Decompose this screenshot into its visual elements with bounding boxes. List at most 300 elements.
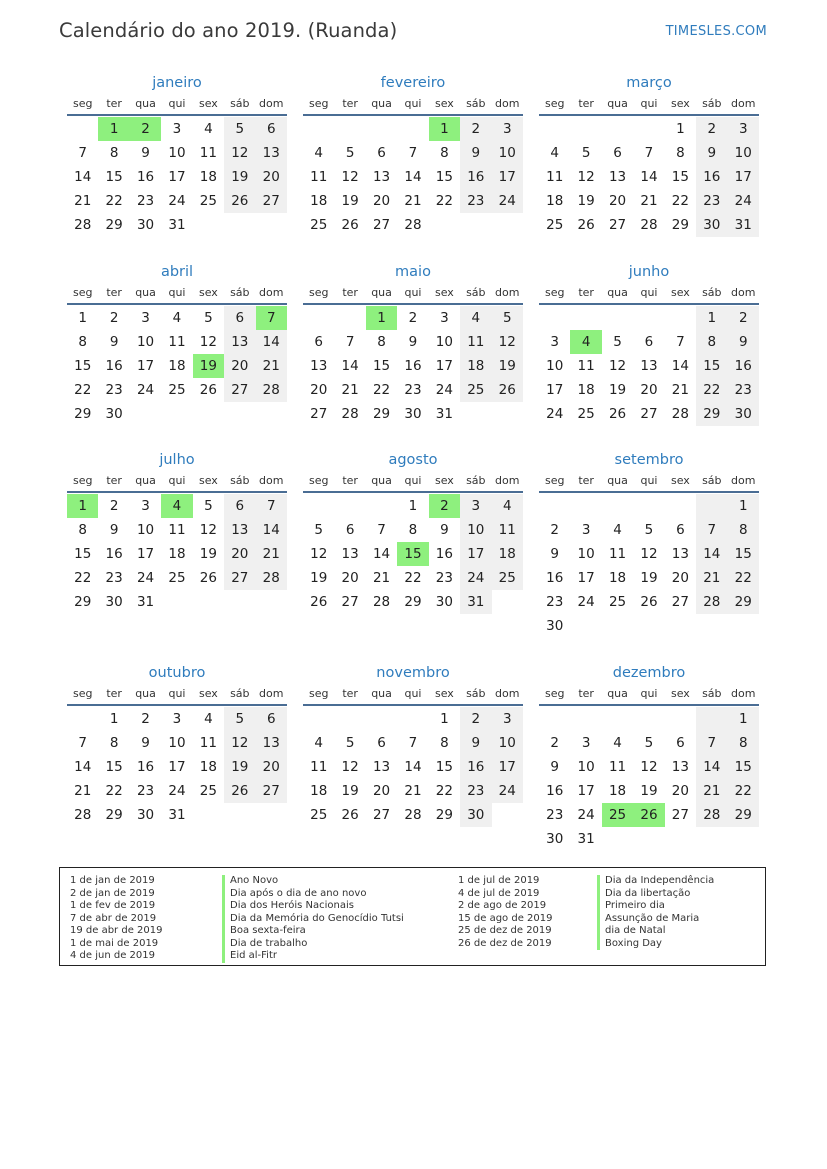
weekday-label: dom (495, 474, 520, 487)
day-cell: 15 (728, 542, 759, 566)
day-cell: 28 (640, 217, 658, 233)
weekday-label: sáb (230, 474, 250, 487)
day-cell: 28 (372, 594, 391, 610)
day-cell: 12 (310, 546, 328, 562)
day-cell: 27 (372, 217, 391, 233)
day-cell: 4 (161, 494, 192, 518)
day-cell: 29 (372, 406, 391, 422)
day-cell: 4 (204, 711, 213, 727)
day-cell: 22 (74, 382, 92, 398)
day-cell: 20 (372, 193, 391, 209)
empty-cell (224, 590, 255, 614)
day-cell: 27 (256, 189, 287, 213)
empty-cell (397, 707, 428, 731)
weekday-header (303, 686, 523, 706)
weekday-label: seg (544, 286, 565, 299)
day-cell: 7 (256, 306, 287, 330)
weekday-label: sex (198, 286, 218, 299)
holiday-name: Ano Novo (222, 875, 404, 888)
day-cell: 5 (224, 117, 255, 141)
weekday-label: dom (731, 474, 756, 487)
weekday-label: sex (434, 286, 454, 299)
day-cell: 8 (440, 735, 449, 751)
day-cell: 20 (608, 193, 627, 209)
day-cell: 1 (109, 711, 119, 727)
day-cell: 15 (74, 358, 92, 374)
day-cell: 17 (577, 570, 595, 586)
holiday-name: Dia da Independência (597, 875, 714, 888)
day-cell: 24 (492, 189, 523, 213)
weekday-label: ter (342, 286, 358, 299)
day-cell: 2 (550, 522, 559, 538)
day-cell: 26 (633, 803, 664, 827)
month-name: agosto (388, 452, 438, 468)
day-cell: 20 (224, 354, 255, 378)
weekday-label: seg (544, 687, 565, 700)
day-cell: 17 (136, 546, 155, 562)
empty-cell (303, 707, 334, 731)
empty-cell (460, 402, 491, 426)
weekday-label: ter (578, 687, 594, 700)
day-cell: 12 (199, 522, 217, 538)
day-cell: 13 (671, 546, 689, 562)
weekday-label: qui (168, 286, 186, 299)
day-cell: 13 (372, 169, 391, 185)
weekday-label: seg (72, 97, 93, 110)
day-cell: 13 (640, 358, 658, 374)
day-cell: 30 (460, 803, 491, 827)
empty-cell (303, 117, 334, 141)
day-cell: 21 (696, 779, 727, 803)
day-cell: 10 (168, 735, 186, 751)
weekday-label: qua (607, 286, 628, 299)
day-cell: 7 (256, 494, 287, 518)
day-cell: 8 (728, 518, 759, 542)
day-cell: 30 (546, 618, 564, 634)
brand-link[interactable]: TIMESLES.COM (665, 24, 767, 39)
day-cell: 12 (199, 334, 217, 350)
empty-cell (492, 590, 523, 614)
day-cell: 16 (696, 165, 727, 189)
day-cell: 3 (550, 334, 559, 350)
day-cell: 31 (168, 807, 186, 823)
day-cell: 16 (404, 358, 422, 374)
weekday-label: dom (495, 97, 520, 110)
day-cell: 20 (372, 783, 391, 799)
day-cell: 30 (136, 217, 155, 233)
weekday-header (539, 285, 759, 305)
day-cell: 8 (696, 330, 727, 354)
day-cell: 2 (130, 117, 161, 141)
holiday-date: 26 de dez de 2019 (458, 937, 552, 949)
empty-cell (696, 827, 727, 851)
holiday-date: 2 de ago de 2019 (458, 900, 547, 911)
holiday-name: Dia da Memória do Genocídio Tutsi (222, 913, 404, 926)
day-cell: 24 (136, 570, 155, 586)
day-cell: 10 (136, 334, 155, 350)
weekday-label: qui (168, 474, 186, 487)
day-cell: 17 (546, 382, 564, 398)
day-cell: 25 (310, 217, 328, 233)
day-cell: 4 (570, 330, 601, 354)
day-cell: 21 (256, 354, 287, 378)
day-cell: 23 (728, 378, 759, 402)
month-janeiro (67, 72, 287, 237)
day-cell: 14 (256, 518, 287, 542)
day-cell: 9 (696, 141, 727, 165)
empty-cell (633, 306, 664, 330)
day-cell: 4 (172, 310, 182, 326)
day-cell: 26 (640, 594, 658, 610)
empty-cell (570, 117, 601, 141)
empty-cell (539, 117, 570, 141)
holiday-date: 1 de jul de 2019 (458, 875, 540, 886)
day-cell: 23 (460, 189, 491, 213)
day-cell: 28 (404, 807, 422, 823)
day-cell: 23 (546, 594, 564, 610)
day-cell: 20 (341, 570, 359, 586)
holiday-name: Assunção de Maria (597, 913, 714, 926)
day-cell: 28 (671, 406, 689, 422)
weekday-label: ter (578, 286, 594, 299)
empty-cell (303, 306, 334, 330)
day-cell: 18 (577, 382, 595, 398)
day-cell: 2 (408, 310, 418, 326)
month-name: maio (395, 264, 431, 280)
day-cell: 19 (193, 354, 224, 378)
day-cell: 17 (577, 783, 595, 799)
day-cell: 23 (404, 382, 422, 398)
weekday-label: qua (607, 97, 628, 110)
day-cell: 3 (492, 117, 523, 141)
day-cell: 23 (136, 193, 155, 209)
day-cell: 14 (256, 330, 287, 354)
month-name: março (626, 75, 672, 91)
day-cell: 13 (224, 330, 255, 354)
day-grid (303, 494, 523, 614)
day-cell: 3 (581, 522, 591, 538)
day-cell: 3 (172, 121, 182, 137)
weekday-label: qua (371, 474, 392, 487)
weekday-label: qua (371, 687, 392, 700)
day-cell: 22 (404, 570, 422, 586)
day-cell: 23 (696, 189, 727, 213)
day-cell: 10 (492, 731, 523, 755)
month-maio (303, 261, 523, 426)
day-cell: 2 (550, 735, 559, 751)
weekday-label: sex (434, 687, 454, 700)
empty-cell (366, 494, 397, 518)
day-grid (539, 306, 759, 426)
weekday-label: qua (371, 97, 392, 110)
day-cell: 4 (613, 522, 622, 538)
day-cell: 18 (168, 546, 186, 562)
month-name: outubro (148, 665, 206, 681)
day-cell: 14 (341, 358, 359, 374)
empty-cell (570, 306, 601, 330)
empty-cell (224, 803, 255, 827)
day-cell: 12 (492, 330, 523, 354)
day-cell: 28 (256, 378, 287, 402)
month-name: dezembro (612, 665, 686, 681)
day-cell: 22 (435, 193, 453, 209)
day-cell: 15 (435, 169, 453, 185)
day-cell: 16 (460, 755, 491, 779)
weekday-label: qui (640, 97, 658, 110)
weekday-label: dom (495, 687, 520, 700)
day-grid (67, 117, 287, 237)
empty-cell (602, 494, 633, 518)
day-cell: 8 (440, 145, 449, 161)
empty-cell (696, 614, 727, 638)
weekday-label: qua (607, 474, 628, 487)
weekday-label: seg (308, 286, 329, 299)
day-cell: 6 (256, 707, 287, 731)
weekday-label: dom (259, 97, 284, 110)
day-cell: 9 (408, 334, 418, 350)
day-cell: 7 (696, 518, 727, 542)
day-cell: 20 (671, 783, 689, 799)
day-cell: 3 (141, 498, 150, 514)
day-cell: 14 (74, 759, 92, 775)
day-cell: 9 (440, 522, 449, 538)
day-cell: 16 (136, 169, 155, 185)
day-cell: 29 (105, 217, 123, 233)
weekday-label: qui (404, 286, 422, 299)
day-grid (67, 494, 287, 614)
month-agosto (303, 449, 523, 614)
weekday-label: sex (198, 687, 218, 700)
day-cell: 27 (341, 594, 359, 610)
day-cell: 3 (460, 494, 491, 518)
weekday-label: sex (198, 474, 218, 487)
day-cell: 22 (74, 570, 92, 586)
day-cell: 27 (608, 217, 627, 233)
weekday-label: sáb (230, 286, 250, 299)
day-cell: 27 (256, 779, 287, 803)
weekday-label: seg (72, 286, 93, 299)
day-cell: 8 (377, 334, 386, 350)
empty-cell (602, 707, 633, 731)
day-cell: 8 (109, 145, 119, 161)
day-cell: 27 (640, 406, 658, 422)
day-cell: 13 (224, 518, 255, 542)
day-cell: 17 (492, 165, 523, 189)
day-cell: 6 (224, 306, 255, 330)
month-name: fevereiro (380, 75, 446, 91)
day-cell: 7 (345, 334, 355, 350)
month-name: julho (159, 452, 195, 468)
day-cell: 4 (613, 735, 622, 751)
day-cell: 18 (492, 542, 523, 566)
day-cell: 3 (581, 735, 591, 751)
day-cell: 17 (460, 542, 491, 566)
weekday-label: sáb (466, 286, 486, 299)
day-cell: 8 (728, 731, 759, 755)
holiday-date: 1 de jan de 2019 (70, 875, 155, 886)
day-cell: 8 (78, 522, 87, 538)
day-cell: 10 (546, 358, 564, 374)
empty-cell (130, 402, 161, 426)
day-cell: 4 (204, 121, 213, 137)
day-cell: 1 (67, 494, 98, 518)
day-cell: 1 (676, 121, 685, 137)
weekday-label: seg (308, 97, 329, 110)
day-cell: 11 (310, 169, 328, 185)
day-cell: 29 (671, 217, 689, 233)
day-cell: 8 (78, 334, 87, 350)
weekday-label: qui (168, 687, 186, 700)
day-cell: 5 (613, 334, 622, 350)
day-cell: 10 (435, 334, 453, 350)
empty-cell (633, 827, 664, 851)
weekday-label: ter (578, 474, 594, 487)
day-cell: 14 (74, 169, 92, 185)
day-cell: 9 (728, 330, 759, 354)
holiday-date: 2 de jan de 2019 (70, 887, 155, 899)
day-cell: 15 (728, 755, 759, 779)
day-cell: 24 (577, 807, 595, 823)
empty-cell (665, 827, 696, 851)
day-cell: 22 (105, 783, 123, 799)
day-cell: 25 (168, 382, 186, 398)
holiday-date: 1 de mai de 2019 (70, 937, 159, 949)
day-cell: 24 (546, 406, 564, 422)
day-cell: 14 (372, 546, 391, 562)
day-cell: 29 (696, 402, 727, 426)
day-cell: 15 (397, 542, 428, 566)
month-name: junho (628, 264, 670, 280)
day-cell: 17 (728, 165, 759, 189)
weekday-label: sáb (466, 97, 486, 110)
day-cell: 21 (671, 382, 689, 398)
day-cell: 1 (696, 306, 727, 330)
month-junho (539, 261, 759, 426)
empty-cell (366, 117, 397, 141)
day-cell: 8 (408, 522, 418, 538)
holiday-name: Boxing Day (597, 938, 714, 951)
weekday-label: sáb (702, 286, 722, 299)
day-cell: 28 (256, 566, 287, 590)
day-cell: 23 (105, 570, 123, 586)
day-cell: 5 (644, 522, 654, 538)
day-cell: 6 (644, 334, 654, 350)
empty-cell (334, 117, 365, 141)
day-cell: 24 (168, 193, 186, 209)
day-cell: 24 (577, 594, 595, 610)
day-cell: 23 (435, 570, 453, 586)
holiday-name: dia de Natal (597, 925, 714, 938)
day-cell: 26 (608, 406, 627, 422)
day-cell: 14 (696, 542, 727, 566)
day-cell: 12 (640, 759, 658, 775)
empty-cell (633, 614, 664, 638)
day-cell: 13 (256, 731, 287, 755)
day-cell: 19 (224, 165, 255, 189)
empty-cell (256, 402, 287, 426)
day-cell: 28 (404, 217, 422, 233)
empty-cell (633, 494, 664, 518)
day-cell: 17 (435, 358, 453, 374)
day-cell: 11 (492, 518, 523, 542)
holiday-legend (59, 867, 766, 966)
day-cell: 27 (224, 566, 255, 590)
holiday-name: Dia da libertação (597, 888, 714, 901)
day-cell: 24 (435, 382, 453, 398)
day-cell: 2 (696, 117, 727, 141)
month-dezembro (539, 662, 759, 851)
empty-cell (492, 402, 523, 426)
day-cell: 13 (372, 759, 391, 775)
day-cell: 28 (74, 807, 92, 823)
day-cell: 15 (105, 759, 123, 775)
day-cell: 18 (310, 193, 328, 209)
day-cell: 22 (728, 779, 759, 803)
weekday-label: sáb (702, 97, 722, 110)
day-cell: 6 (314, 334, 323, 350)
day-grid (539, 117, 759, 237)
day-cell: 28 (74, 217, 92, 233)
day-cell: 4 (492, 494, 523, 518)
day-cell: 1 (429, 117, 460, 141)
weekday-label: sex (670, 97, 690, 110)
day-cell: 18 (608, 570, 627, 586)
day-cell: 19 (640, 570, 658, 586)
day-cell: 11 (310, 759, 328, 775)
day-cell: 20 (256, 755, 287, 779)
day-cell: 19 (492, 354, 523, 378)
legend-dates-left (70, 875, 162, 963)
empty-cell (570, 494, 601, 518)
weekday-header (67, 285, 287, 305)
day-cell: 20 (640, 382, 658, 398)
weekday-label: sáb (466, 687, 486, 700)
day-cell: 19 (640, 783, 658, 799)
month-fevereiro (303, 72, 523, 237)
day-cell: 5 (224, 707, 255, 731)
empty-cell (193, 402, 224, 426)
day-cell: 18 (168, 358, 186, 374)
day-cell: 7 (78, 735, 87, 751)
day-cell: 31 (728, 213, 759, 237)
empty-cell (665, 306, 696, 330)
day-cell: 5 (204, 310, 213, 326)
day-cell: 9 (460, 141, 491, 165)
day-cell: 21 (74, 783, 92, 799)
day-cell: 12 (608, 358, 627, 374)
month-name: novembro (376, 665, 450, 681)
day-cell: 24 (136, 382, 155, 398)
day-cell: 26 (492, 378, 523, 402)
day-cell: 9 (109, 522, 119, 538)
day-cell: 22 (671, 193, 689, 209)
empty-cell (665, 494, 696, 518)
weekday-label: qua (607, 687, 628, 700)
day-grid (67, 707, 287, 827)
day-cell: 16 (460, 165, 491, 189)
day-cell: 27 (671, 807, 689, 823)
day-cell: 11 (608, 759, 627, 775)
day-cell: 31 (577, 831, 595, 847)
weekday-label: sáb (230, 97, 250, 110)
weekday-header (303, 285, 523, 305)
day-cell: 5 (345, 735, 355, 751)
day-cell: 14 (640, 169, 658, 185)
weekday-label: dom (731, 97, 756, 110)
day-cell: 7 (676, 334, 685, 350)
legend-dates-right (458, 875, 552, 950)
day-cell: 20 (310, 382, 328, 398)
